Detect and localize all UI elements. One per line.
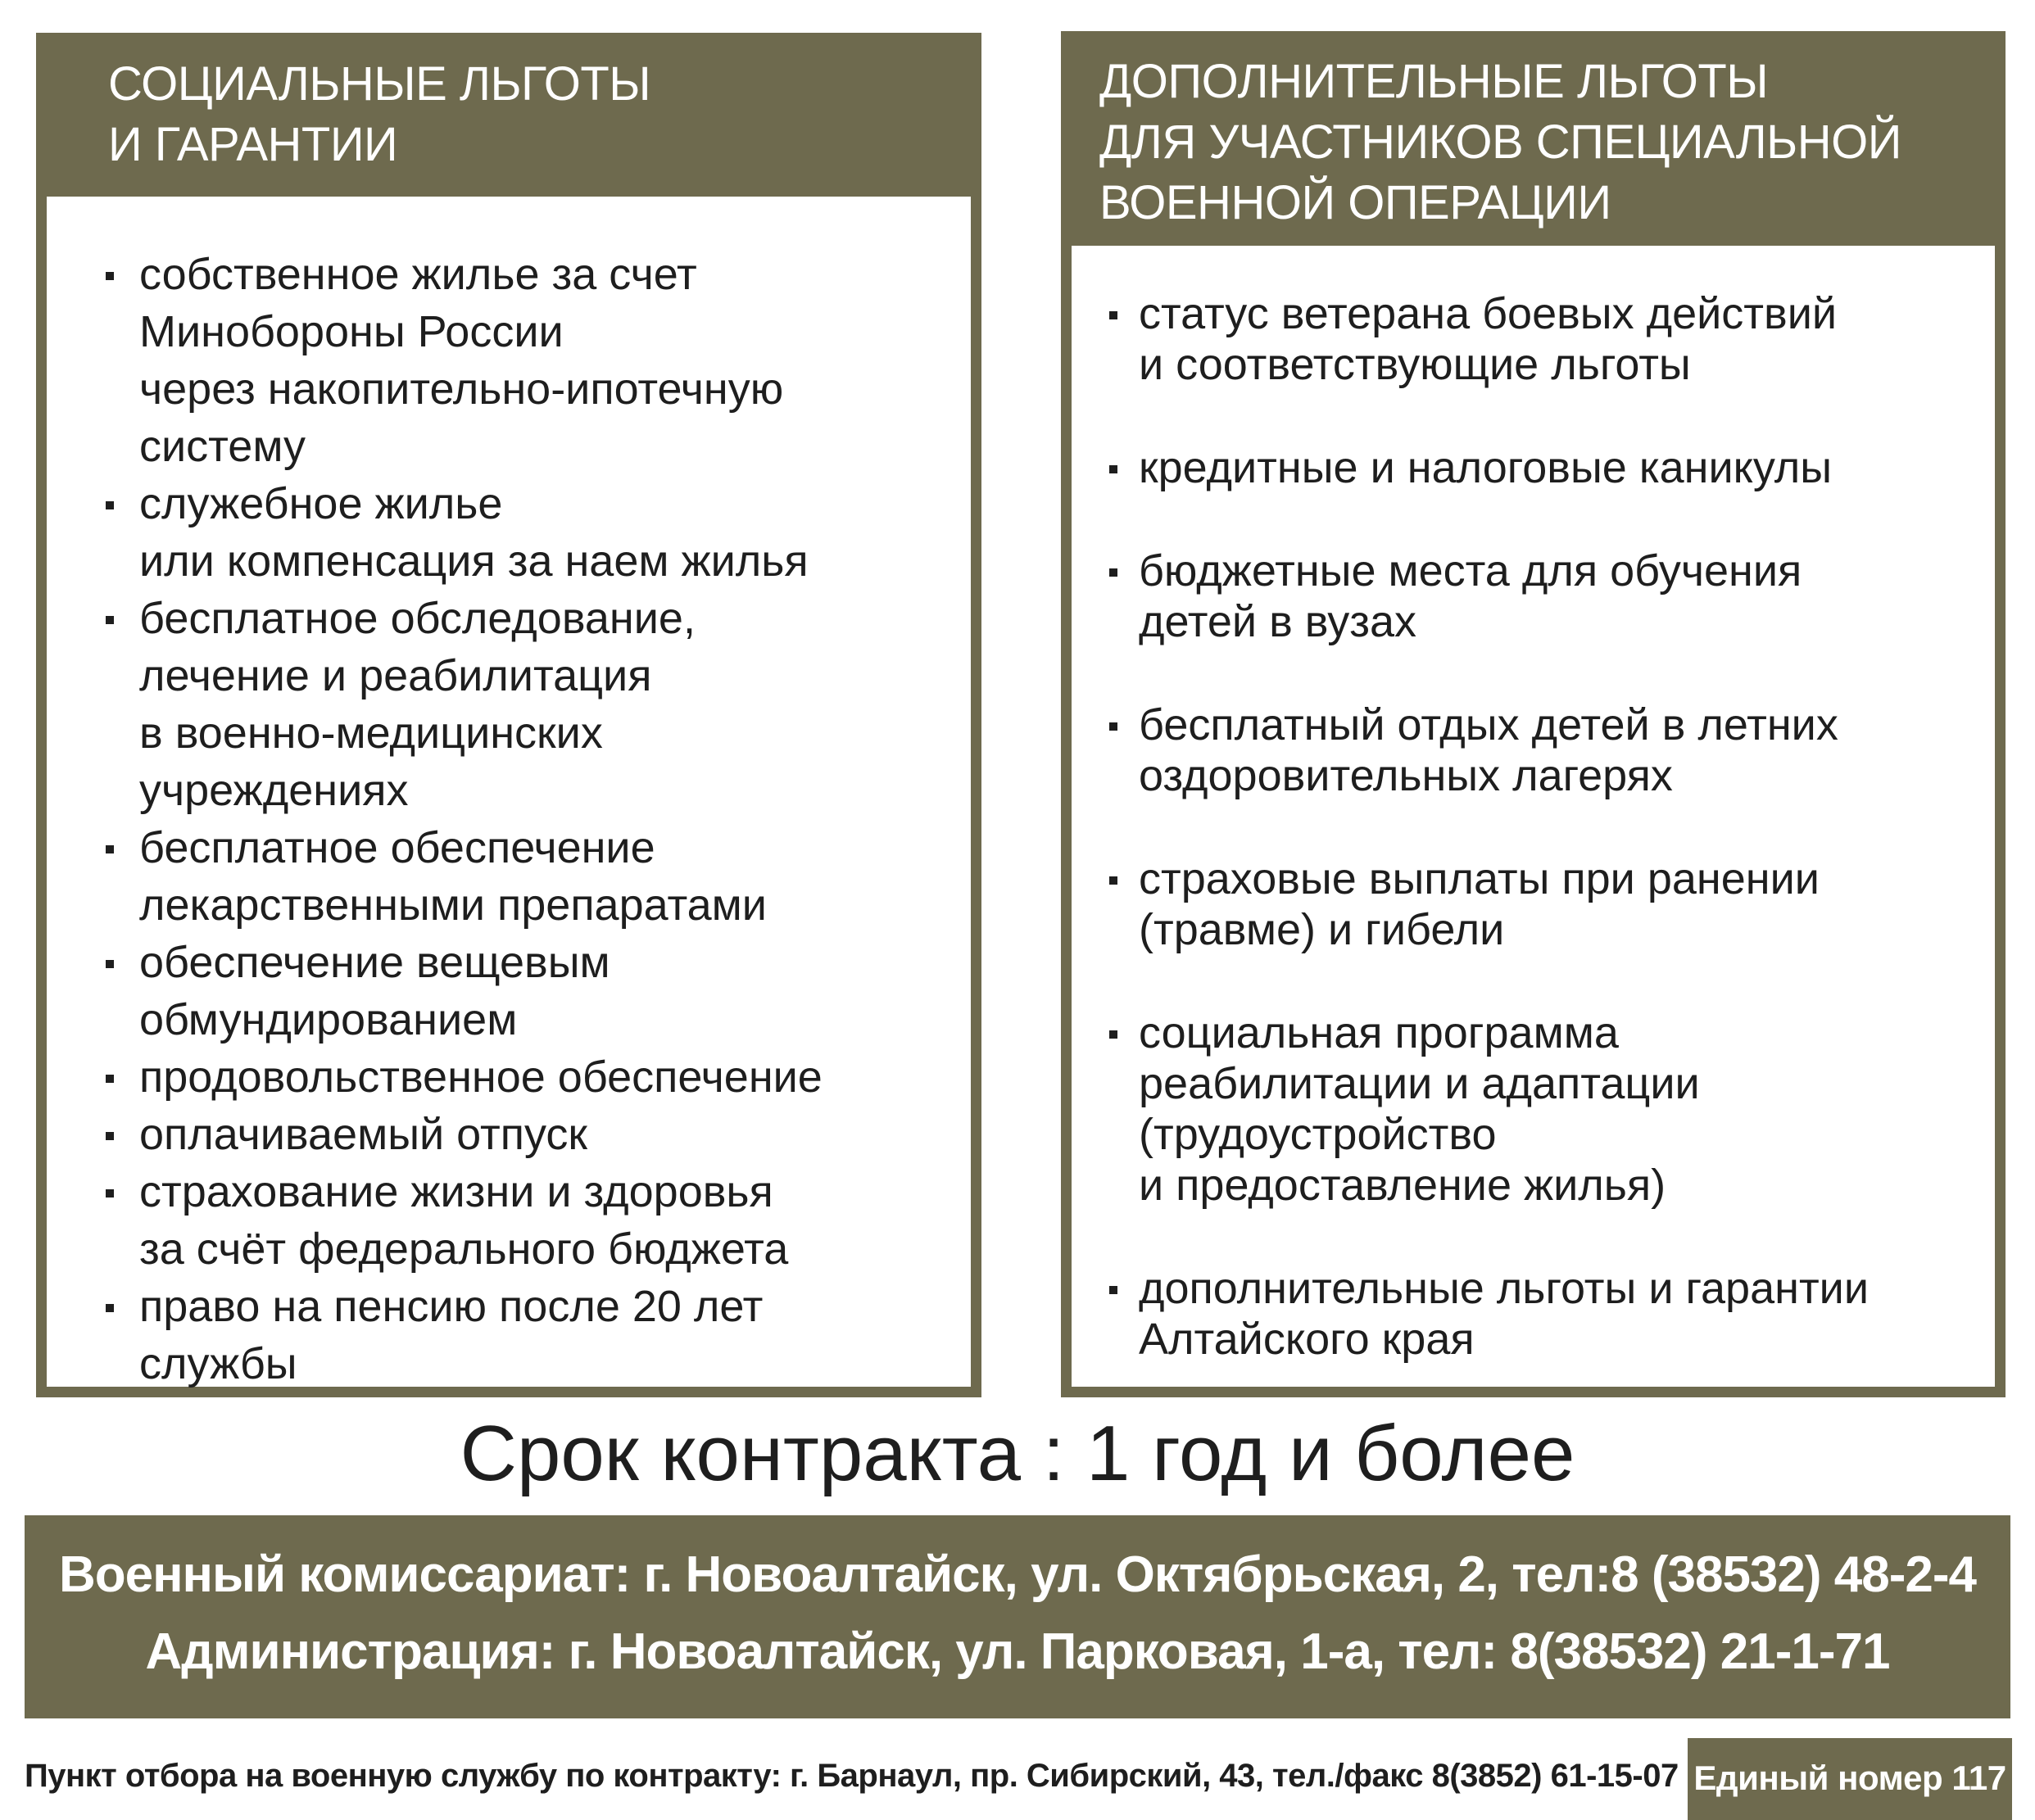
- bullet-icon: [1109, 722, 1117, 731]
- title-line: И ГАРАНТИИ: [108, 118, 398, 171]
- bullet-icon: [1109, 311, 1117, 319]
- benefit-item: [139, 246, 823, 475]
- benefit-item: [139, 1278, 823, 1392]
- benefit-text-line: лекарственными препаратами: [139, 881, 767, 930]
- benefit-text-line: Алтайского края: [1139, 1315, 1475, 1364]
- bullet-icon: [106, 616, 114, 624]
- benefit-text-line: или компенсация за наем жилья: [139, 536, 809, 586]
- title-line: СОЦИАЛЬНЫЕ ЛЬГОТЫ: [108, 57, 651, 111]
- benefit-item: [139, 1163, 823, 1278]
- contract-term-heading: Срок контракта : 1 год и более: [460, 1410, 1575, 1497]
- benefit-text-line: учреждениях: [139, 766, 409, 815]
- military-commissariat-contact: Военный комиссариат: г. Новоалтайск, ул. Октябрьская, 2, тел:8 (38532) 48-2-4: [58, 1546, 1976, 1603]
- benefit-text-line: Минобороны России: [139, 307, 564, 356]
- bullet-icon: [106, 1075, 114, 1083]
- social-benefits-title: [36, 33, 981, 197]
- benefit-text-line: кредитные и налоговые каникулы: [1139, 443, 1833, 492]
- benefit-text-line: оздоровительных лагерях: [1139, 751, 1673, 800]
- benefit-item: [1139, 853, 1869, 955]
- selection-point-info: Пункт отбора на военную службу по контракту: г. Барнаул, пр. Сибирский, 43, тел./факс 8(3852) 61-15-07: [25, 1758, 1679, 1794]
- benefit-text-line: право на пенсию после 20 лет: [139, 1282, 764, 1331]
- bullet-icon: [106, 1304, 114, 1312]
- svo-benefits-panel: [1061, 31, 2006, 1397]
- benefit-text-line: статус ветерана боевых действий: [1139, 289, 1838, 338]
- benefit-item: [139, 1048, 823, 1106]
- benefit-text-line: (трудоустройство: [1139, 1110, 1497, 1159]
- benefit-text-line: систему: [139, 422, 306, 471]
- benefit-text-line: дополнительные льготы и гарантии: [1139, 1264, 1869, 1313]
- benefit-text-line: бесплатное обеспечение: [139, 823, 655, 872]
- benefit-text-line: продовольственное обеспечение: [139, 1053, 823, 1102]
- benefit-item: [1139, 288, 1869, 390]
- benefit-text-line: и предоставление жилья): [1139, 1161, 1666, 1210]
- social-benefits-list: [139, 246, 823, 1392]
- title-line: ДОПОЛНИТЕЛЬНЫЕ ЛЬГОТЫ: [1099, 55, 1769, 108]
- bullet-icon: [106, 845, 114, 853]
- bullet-icon: [1109, 1030, 1117, 1039]
- svo-benefits-body: [1072, 246, 1995, 1387]
- title-line: ВОЕННОЙ ОПЕРАЦИИ: [1099, 176, 1611, 229]
- benefit-text-line: оплачиваемый отпуск: [139, 1110, 588, 1159]
- bullet-icon: [1109, 465, 1117, 473]
- benefit-text-line: в военно-медицинских: [139, 709, 603, 758]
- bullet-icon: [106, 272, 114, 280]
- benefit-item: [1139, 546, 1869, 647]
- bullet-icon: [106, 501, 114, 509]
- bullet-icon: [1109, 876, 1117, 885]
- benefit-text-line: страховые выплаты при ранении: [1139, 854, 1820, 903]
- benefit-item: [139, 590, 823, 819]
- benefit-text-line: реабилитации и адаптации: [1139, 1059, 1700, 1108]
- benefit-item: [139, 934, 823, 1048]
- benefit-text-line: бесплатный отдых детей в летних: [1139, 700, 1838, 749]
- hotline-badge: Единый номер 117: [1688, 1738, 2012, 1820]
- bullet-icon: [106, 960, 114, 968]
- benefit-item: [1139, 1007, 1869, 1211]
- benefit-item: [1139, 1263, 1869, 1365]
- benefit-item: [139, 1106, 823, 1163]
- social-benefits-body: [47, 197, 971, 1387]
- benefit-item: [1139, 442, 1869, 493]
- benefit-text-line: обеспечение вещевым: [139, 938, 610, 987]
- benefit-text-line: бюджетные места для обучения: [1139, 546, 1802, 595]
- benefit-text-line: службы: [139, 1339, 297, 1388]
- benefit-item: [139, 475, 823, 590]
- benefit-text-line: страхование жизни и здоровья: [139, 1167, 773, 1216]
- benefit-text-line: через накопительно-ипотечную: [139, 364, 784, 414]
- benefit-text-line: обмундированием: [139, 995, 518, 1044]
- benefit-item: [1139, 699, 1869, 801]
- bullet-icon: [1109, 1286, 1117, 1294]
- social-benefits-panel: [36, 33, 981, 1397]
- benefit-item: [139, 819, 823, 934]
- benefit-text-line: детей в вузах: [1139, 597, 1417, 646]
- bullet-icon: [1109, 568, 1117, 577]
- benefit-text-line: (травме) и гибели: [1139, 905, 1505, 954]
- contacts-banner: [25, 1515, 2010, 1718]
- svo-benefits-list: [1139, 288, 1869, 1417]
- svo-benefits-title: [1061, 31, 2006, 246]
- benefit-text-line: бесплатное обследование,: [139, 594, 696, 643]
- benefit-text-line: за счёт федерального бюджета: [139, 1225, 789, 1274]
- benefit-text-line: социальная программа: [1139, 1008, 1619, 1057]
- administration-contact: Администрация: г. Новоалтайск, ул. Парковая, 1-а, тел: 8(38532) 21-1-71: [145, 1623, 1890, 1680]
- title-line: ДЛЯ УЧАСТНИКОВ СПЕЦИАЛЬНОЙ: [1099, 115, 1901, 169]
- benefit-text-line: и соответствующие льготы: [1139, 340, 1691, 389]
- bullet-icon: [106, 1189, 114, 1197]
- benefit-text-line: собственное жилье за счет: [139, 250, 697, 299]
- bullet-icon: [106, 1132, 114, 1140]
- benefit-text-line: лечение и реабилитация: [139, 651, 652, 700]
- benefit-text-line: служебное жилье: [139, 479, 503, 528]
